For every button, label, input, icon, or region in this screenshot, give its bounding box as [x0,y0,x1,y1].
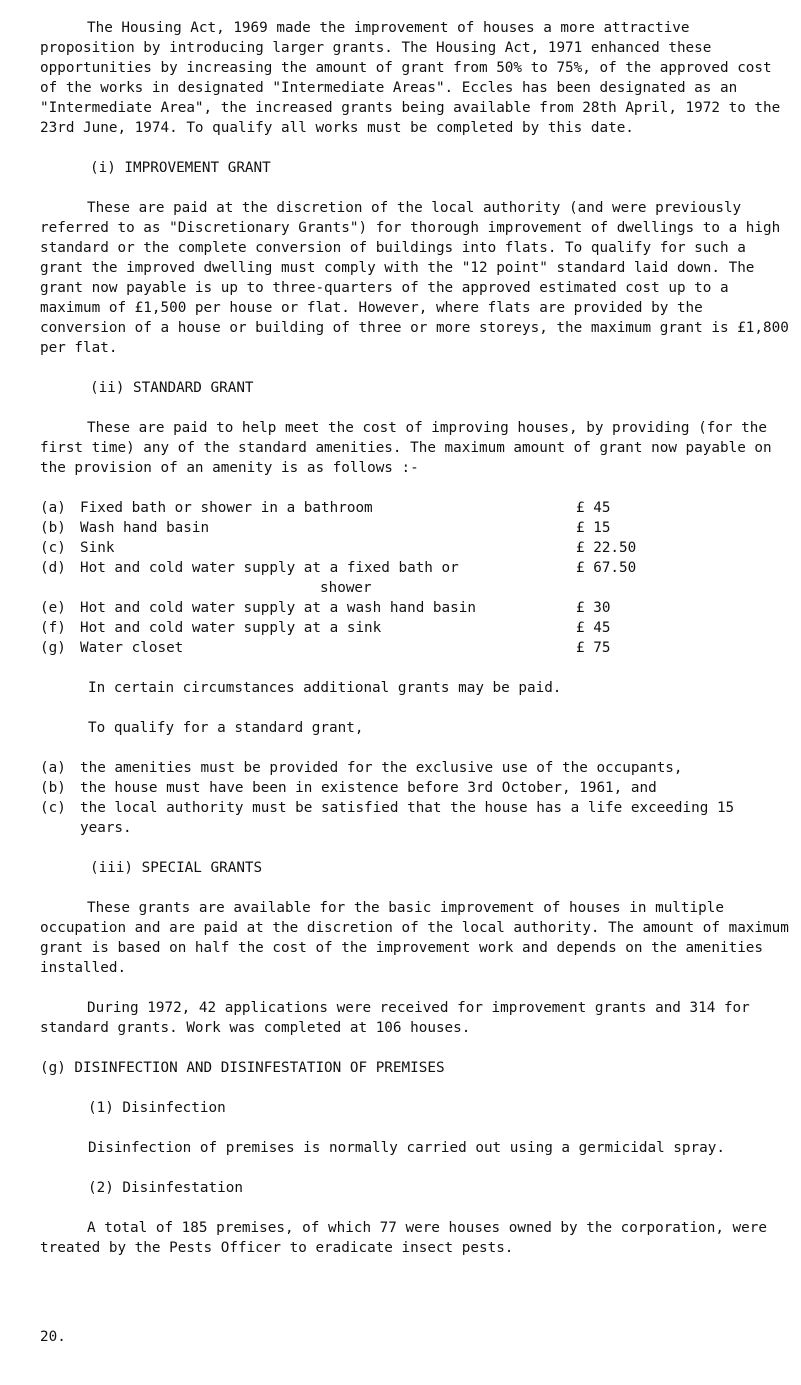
amenity-description: Hot and cold water supply at a fixed bath or shower [80,558,576,598]
disinfection-text: Disinfection of premises is normally carried out using a germicidal spray. [88,1140,725,1156]
standard-grant-heading: (ii) STANDARD GRANT [90,380,254,396]
amenity-row [40,498,790,518]
special-grants-heading: (iii) SPECIAL GRANTS [90,860,263,876]
amenity-label: (g) [40,640,66,656]
improvement-grant-text: These are paid at the discretion of the local authority (and were previously referred to as "Discretionary Grants") for thorough improvement of dwellings to a high standard or the complete conversion of buildings into flats. To qualify for such a grant the improved dwelling must comply with the "12 point" standard laid down. The grant now payable is up to three-quarters of the approved estimated cost up to a maximum of £1,500 per house or flat. However, where flats are provided by the conversion of a house or building of three or more storeys, the maximum grant is £1,800 per flat. [40,200,789,356]
amenity-row [40,598,790,618]
disinfestation-text: A total of 185 premises, of which 77 were houses owned by the corporation, were treated by the Pests Officer to eradicate insect pests. [40,1220,767,1256]
amenity-label: (e) [40,600,66,616]
conditions-list [40,758,790,838]
page-number: 20. [40,1329,66,1345]
amenity-amount: £ 45 [576,500,611,516]
amenity-label: (b) [40,520,66,536]
amenity-description: Hot and cold water supply at a wash hand basin [80,600,476,616]
condition-text: the local authority must be satisfied that the house has a life exceeding 15 years. [80,800,735,836]
amenity-row [40,638,790,658]
applications-paragraph: During 1972, 42 applications were received for improvement grants and 314 for standard grants. Work was completed at 106 houses. [40,1000,750,1036]
qualify-intro: To qualify for a standard grant, [88,720,364,736]
amenity-label: (f) [40,620,66,636]
condition-label: (a) [40,760,66,776]
disinfestation-subheading: (2) Disinfestation [88,1180,243,1196]
amenity-description: Water closet [80,640,184,656]
condition-label: (c) [40,800,66,816]
amenity-description-continued: shower [320,580,372,596]
additional-grants-note: In certain circumstances additional grants may be paid. [88,680,562,696]
amenity-amount: £ 67.50 [576,560,637,576]
special-grants-text: These grants are available for the basic improvement of houses in multiple occupation and are paid at the discretion of the local authority. The amount of maximum grant is based on half the cost of the improvement work and depends on the amenities installed. [40,900,789,976]
disinfection-subheading: (1) Disinfection [88,1100,226,1116]
condition-label: (b) [40,780,66,796]
amenity-amount: £ 30 [576,600,611,616]
amenity-row [40,538,790,558]
standard-grant-text: These are paid to help meet the cost of improving houses, by providing (for the first time) any of the standard amenities. The maximum amount of grant now payable on the provision of an amenity is as follows :- [40,420,772,476]
improvement-grant-heading: (i) IMPROVEMENT GRANT [90,160,271,176]
amenity-description: Wash hand basin [80,520,210,536]
disinfection-heading: (g) DISINFECTION AND DISINFESTATION OF PREMISES [40,1060,445,1076]
amenity-row [40,558,790,598]
amenity-label: (d) [40,560,66,576]
amenity-row [40,618,790,638]
condition-row [40,758,790,778]
amenity-label: (a) [40,500,66,516]
intro-paragraph: The Housing Act, 1969 made the improvement of houses a more attractive proposition by introducing larger grants. The Housing Act, 1971 enhanced these opportunities by increasing the amount of grant from 50% to 75%, of the approved cost of the works in designated "Intermediate Areas". Eccles has been designated as an "Intermediate Area", the increased grants being available from 28th April, 1972 to the 23rd June, 1974. To qualify all works must be completed by this date. [40,20,781,136]
amenities-list [40,498,790,658]
amenity-description: Sink [80,540,115,556]
amenity-label: (c) [40,540,66,556]
amenity-description: Hot and cold water supply at a sink [80,620,382,636]
amenity-amount: £ 22.50 [576,540,637,556]
amenity-description: Fixed bath or shower in a bathroom [80,500,373,516]
condition-text: the house must have been in existence before 3rd October, 1961, and [80,780,657,796]
amenity-amount: £ 45 [576,620,611,636]
condition-text: the amenities must be provided for the exclusive use of the occupants, [80,760,683,776]
amenity-amount: £ 75 [576,640,611,656]
condition-row [40,798,790,838]
document-page [40,18,790,1278]
condition-row [40,778,790,798]
amenity-row [40,518,790,538]
amenity-amount: £ 15 [576,520,611,536]
